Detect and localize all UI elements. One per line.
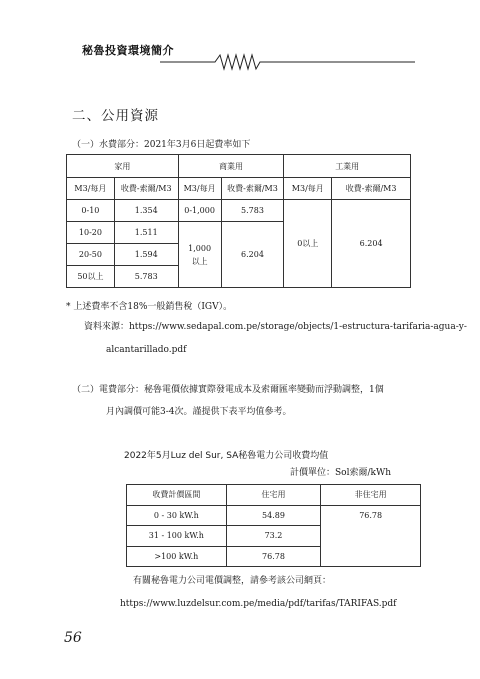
home-fee-cell: 1.594 [114, 244, 178, 266]
water-tax-note: * 上述費率不含18%一般銷售稅（IGV）。 [66, 302, 233, 312]
section-title: 二、公用資源 [72, 108, 159, 124]
group-header-commercial: 商業用 [178, 155, 284, 178]
group-header-industrial: 工業用 [284, 155, 411, 178]
commercial-fee-cell: 6.204 [221, 222, 284, 288]
group-header-home: 家用 [67, 155, 179, 178]
commercial-fee-cell: 5.783 [221, 200, 284, 222]
commercial-range-cell: 0-1,000 [178, 200, 221, 222]
header-waveform-line [160, 52, 415, 72]
column-header: M3/每月 [284, 178, 332, 200]
range-cell: 0 - 30 kW.h [127, 505, 227, 526]
electricity-tariff-table [126, 484, 421, 567]
residential-cell: 76.78 [226, 546, 321, 567]
commercial-range-line: 1,000 [188, 243, 212, 253]
home-range-cell: 50以上 [67, 266, 115, 288]
column-header: 收費-索爾/M3 [114, 178, 178, 200]
water-tariff-table [66, 154, 411, 288]
home-fee-cell: 5.783 [114, 266, 178, 288]
range-cell: >100 kW.h [127, 546, 227, 567]
electricity-unit-label: 計價單位：Sol索爾/kWh [290, 468, 391, 478]
home-fee-cell: 1.511 [114, 222, 178, 244]
water-heading: （一）水費部分：2021年3月6日起費率如下 [72, 140, 251, 150]
page-number: 56 [64, 630, 82, 646]
column-header: 收費計價區間 [127, 485, 227, 506]
water-source-line: 資料來源：https://www.sedapal.com.pe/storage/objects/1-estructura-tarifaria-agua-y- [84, 322, 467, 332]
commercial-range-line: 以上 [191, 256, 208, 266]
home-range-cell: 20-50 [67, 244, 115, 266]
industrial-fee-cell: 6.204 [332, 200, 411, 288]
electricity-note: 有關秘魯電力公司電價調整，請參考該公司網頁： [133, 576, 332, 586]
electricity-table-title: 2022年5月Luz del Sur, SA秘魯電力公司收費均值 [124, 451, 329, 461]
column-header: M3/每月 [178, 178, 221, 200]
home-fee-cell: 1.354 [114, 200, 178, 222]
residential-cell: 54.89 [226, 505, 321, 526]
column-header: 住宅用 [226, 485, 321, 506]
residential-cell: 73.2 [226, 526, 321, 547]
column-header: M3/每月 [67, 178, 115, 200]
commercial-range-cell [178, 222, 221, 288]
column-header: 收費-索爾/M3 [332, 178, 411, 200]
home-range-cell: 0-10 [67, 200, 115, 222]
range-cell: 31 - 100 kW.h [127, 526, 227, 547]
home-range-cell: 10-20 [67, 222, 115, 244]
non-residential-cell: 76.78 [321, 505, 421, 567]
electricity-source-url: https://www.luzdelsur.com.pe/media/pdf/tarifas/TARIFAS.pdf [120, 599, 397, 609]
water-source-line: alcantarillado.pdf [106, 345, 187, 355]
column-header: 收費-索爾/M3 [221, 178, 284, 200]
running-header-title: 秘魯投資環境簡介 [82, 44, 174, 57]
column-header: 非住宅用 [321, 485, 421, 506]
electricity-heading: （二）電費部分：秘魯電價依據實際發電成本及索爾匯率變動而浮動調整，1個 [72, 385, 384, 395]
electricity-heading: 月內調價可能3-4次。謹提供下表平均值參考。 [106, 407, 292, 417]
industrial-range-cell: 0以上 [284, 200, 332, 288]
